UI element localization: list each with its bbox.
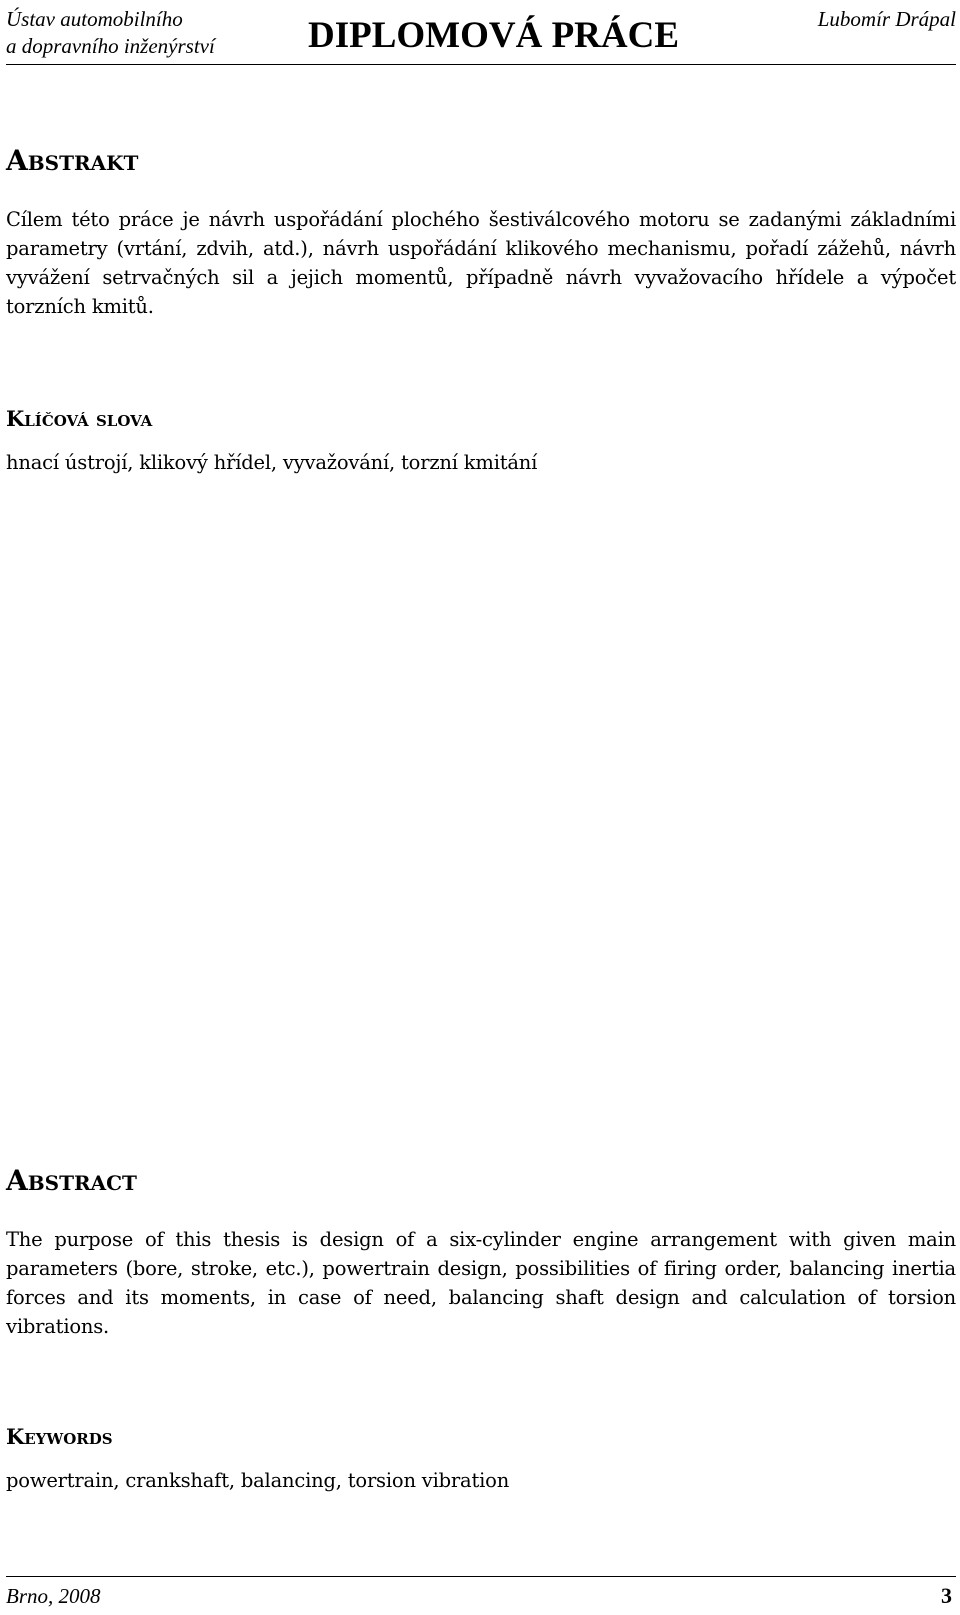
document-title: DIPLOMOVÁ PRÁCE (308, 15, 680, 56)
page-footer (6, 1576, 956, 1611)
page-header (6, 4, 956, 65)
institute-name (6, 6, 215, 60)
institute-line-2: a dopravního inženýrství (6, 34, 215, 58)
author-name: Lubomír Drápal (817, 7, 956, 31)
abstrakt-heading: Abstrakt (6, 144, 139, 177)
klicova-slova-heading: Klíčová slova (6, 406, 153, 431)
klicova-slova-text: hnací ústrojí, klikový hřídel, vyvažování, torzní kmitání (6, 451, 538, 474)
abstract-text: The purpose of this thesis is design of a six-cylinder engine arrangement with given main parameters (bore, stroke, etc.), powertrain design, possibilities of firing order, balancing inertia forces and its moments, in case of need, balancing shaft design and calculation of torsion vibrations. (6, 1228, 956, 1338)
page-number: 3 (941, 1583, 952, 1608)
abstrakt-text: Cílem této práce je návrh uspořádání plochého šestiválcového motoru se zadanými základními parametry (vrtání, zdvih, atd.), návrh uspořádání klikového mechanismu, pořadí zážehů, návrh vyvážení setrvačných sil a jejich momentů, případně návrh vyvažovacího hřídele a výpočet torzních kmitů. (6, 208, 956, 318)
institute-line-1: Ústav automobilního (6, 7, 183, 31)
keywords-text: powertrain, crankshaft, balancing, torsion vibration (6, 1469, 510, 1492)
keywords-heading: Keywords (6, 1424, 113, 1449)
footer-place-date: Brno, 2008 (6, 1584, 101, 1608)
abstract-heading: Abstract (6, 1164, 137, 1197)
